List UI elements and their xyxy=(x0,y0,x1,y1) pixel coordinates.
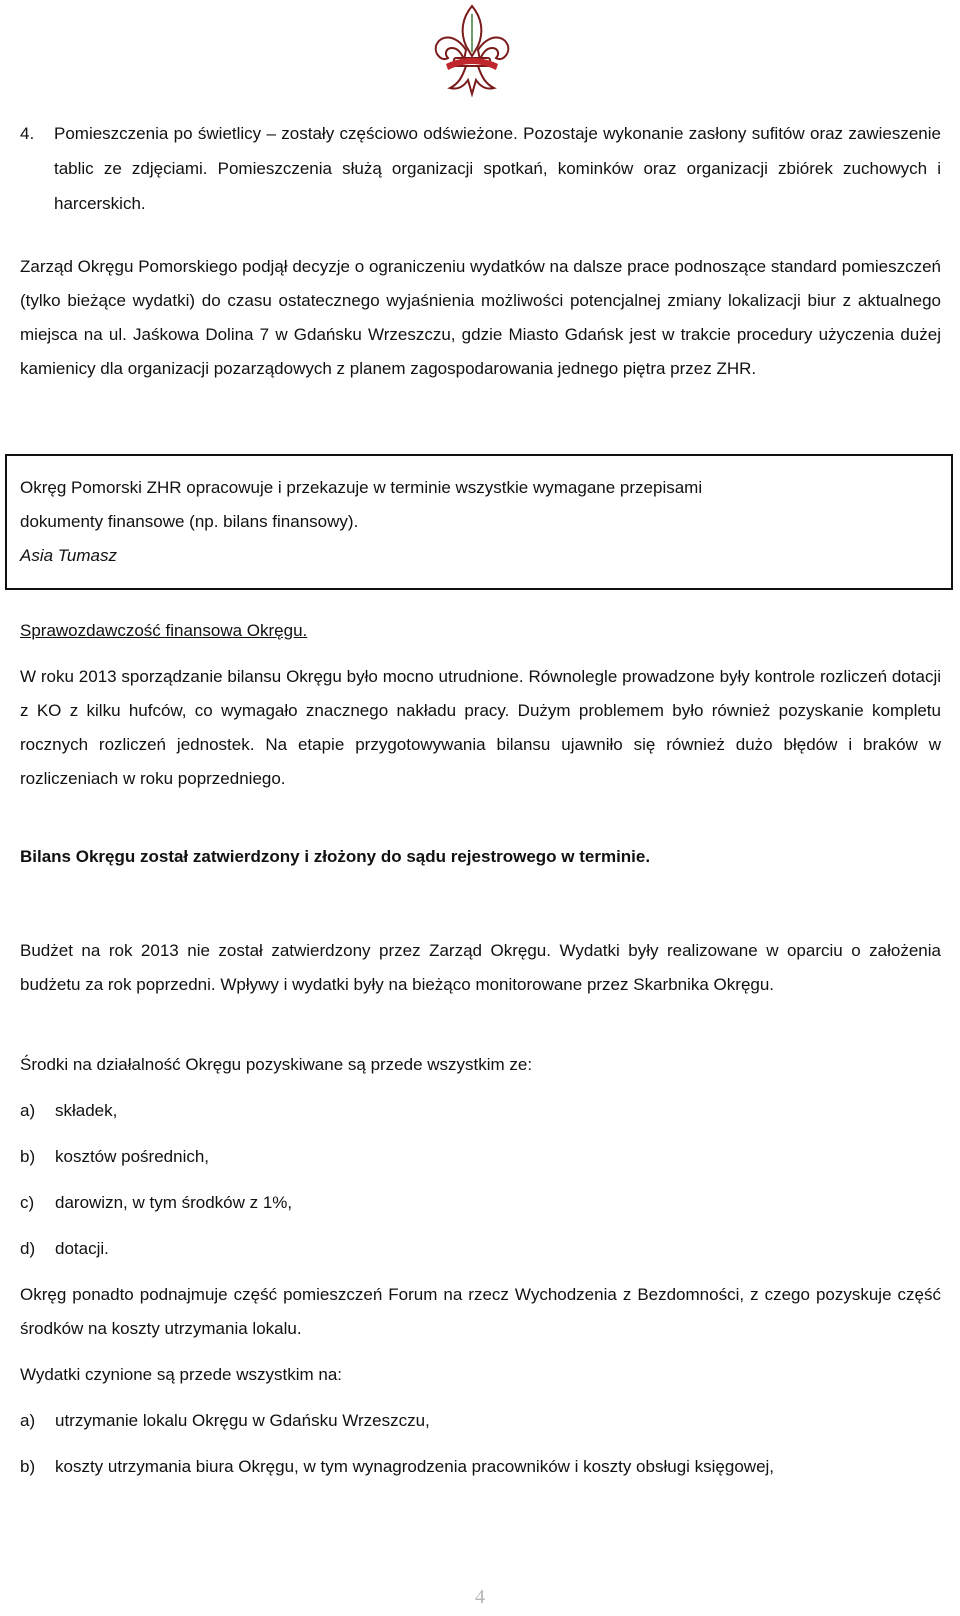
funds-item-b xyxy=(20,1140,941,1174)
funds-item-text: składek, xyxy=(55,1101,118,1120)
funds-item-label: d) xyxy=(20,1239,36,1258)
funds-item-label: c) xyxy=(20,1193,35,1212)
page-number: 4 xyxy=(475,1586,485,1608)
funds-item-c xyxy=(20,1186,941,1220)
expenses-item-text: utrzymanie lokalu Okręgu w Gdańsku Wrzeszczu, xyxy=(55,1411,430,1430)
box-line-2: dokumenty finansowe (np. bilans finansowy). xyxy=(20,512,359,531)
balance-paragraph: W roku 2013 sporządzanie bilansu Okręgu było mocno utrudnione. Równolegle prowadzone były kontrole rozliczeń dotacji z KO z kilku hufców, co wymagało znacznego nakładu pracy. Dużym problemem było również pozyskanie kompletu rocznych rozliczeń jednostek. Na etapie przygotowywania bilansu ujawniło się również dużo błędów i braków w rozliczeniach w roku poprzedniego. xyxy=(20,667,941,788)
rent-paragraph: Okręg ponadto podnajmuje część pomieszczeń Forum na rzecz Wychodzenia z Bezdomności, z czego pozyskuje część środków na koszty utrzymania lokalu. xyxy=(20,1285,941,1338)
highlight-box-text xyxy=(20,471,920,573)
expenses-intro: Wydatki czynione są przede wszystkim na: xyxy=(20,1365,343,1384)
decision-paragraph: Zarząd Okręgu Pomorskiego podjął decyzje o ograniczeniu wydatków na dalsze prace podnoszące standard pomieszczeń (tylko bieżące wydatki) do czasu ostatecznego wyjaśnienia możliwości potencjalnej zmiany lokalizacji biur z aktualnego miejsca na ul. Jaśkowa Dolina 7 w Gdańsku Wrzeszczu, gdzie Miasto Gdańsk jest w trakcie procedury użyczenia dużej kamienicy dla organizacji pozarządowych z planem zagospodarowania jednego piętra przez ZHR. xyxy=(20,257,941,378)
funds-item-text: kosztów pośrednich, xyxy=(55,1147,210,1166)
expenses-item-a xyxy=(20,1404,941,1438)
funds-item-d xyxy=(20,1232,941,1266)
funds-item-text: dotacji. xyxy=(55,1239,109,1258)
list-item-4 xyxy=(20,116,941,221)
expenses-item-label: b) xyxy=(20,1457,36,1476)
box-author: Asia Tumasz xyxy=(20,546,117,565)
budget-paragraph: Budżet na rok 2013 nie został zatwierdzony przez Zarząd Okręgu. Wydatki były realizowane w oparciu o założenia budżetu za rok poprzedni. Wpływy i wydatki były na bieżąco monitorowane przez Skarbnika Okręgu. xyxy=(20,941,941,994)
balance-bold-statement: Bilans Okręgu został zatwierdzony i złożony do sądu rejestrowego w terminie. xyxy=(20,847,651,866)
expenses-item-label: a) xyxy=(20,1411,36,1430)
funds-item-label: a) xyxy=(20,1101,36,1120)
funds-item-label: b) xyxy=(20,1147,36,1166)
expenses-item-text: koszty utrzymania biura Okręgu, w tym wynagrodzenia pracowników i koszty obsługi księgowej, xyxy=(55,1457,775,1476)
list-item-number: 4. xyxy=(20,124,35,143)
scout-fleur-de-lis-icon xyxy=(432,4,512,102)
expenses-item-b xyxy=(20,1450,941,1484)
box-line-1: Okręg Pomorski ZHR opracowuje i przekazuje w terminie wszystkie wymagane przepisami xyxy=(20,478,703,497)
list-item-text: Pomieszczenia po świetlicy – zostały częściowo odświeżone. Pozostaje wykonanie zasłony sufitów oraz zawieszenie tablic ze zdjęciami. Pomieszczenia służą organizacji spotkań, kominków oraz organizacji zbiórek zuchowych i harcerskich. xyxy=(54,124,941,213)
funds-intro: Środki na działalność Okręgu pozyskiwane są przede wszystkim ze: xyxy=(20,1055,533,1074)
funds-item-text: darowizn, w tym środków z 1%, xyxy=(55,1193,293,1212)
funds-item-a xyxy=(20,1094,941,1128)
section-heading: Sprawozdawczość finansowa Okręgu. xyxy=(20,621,308,640)
